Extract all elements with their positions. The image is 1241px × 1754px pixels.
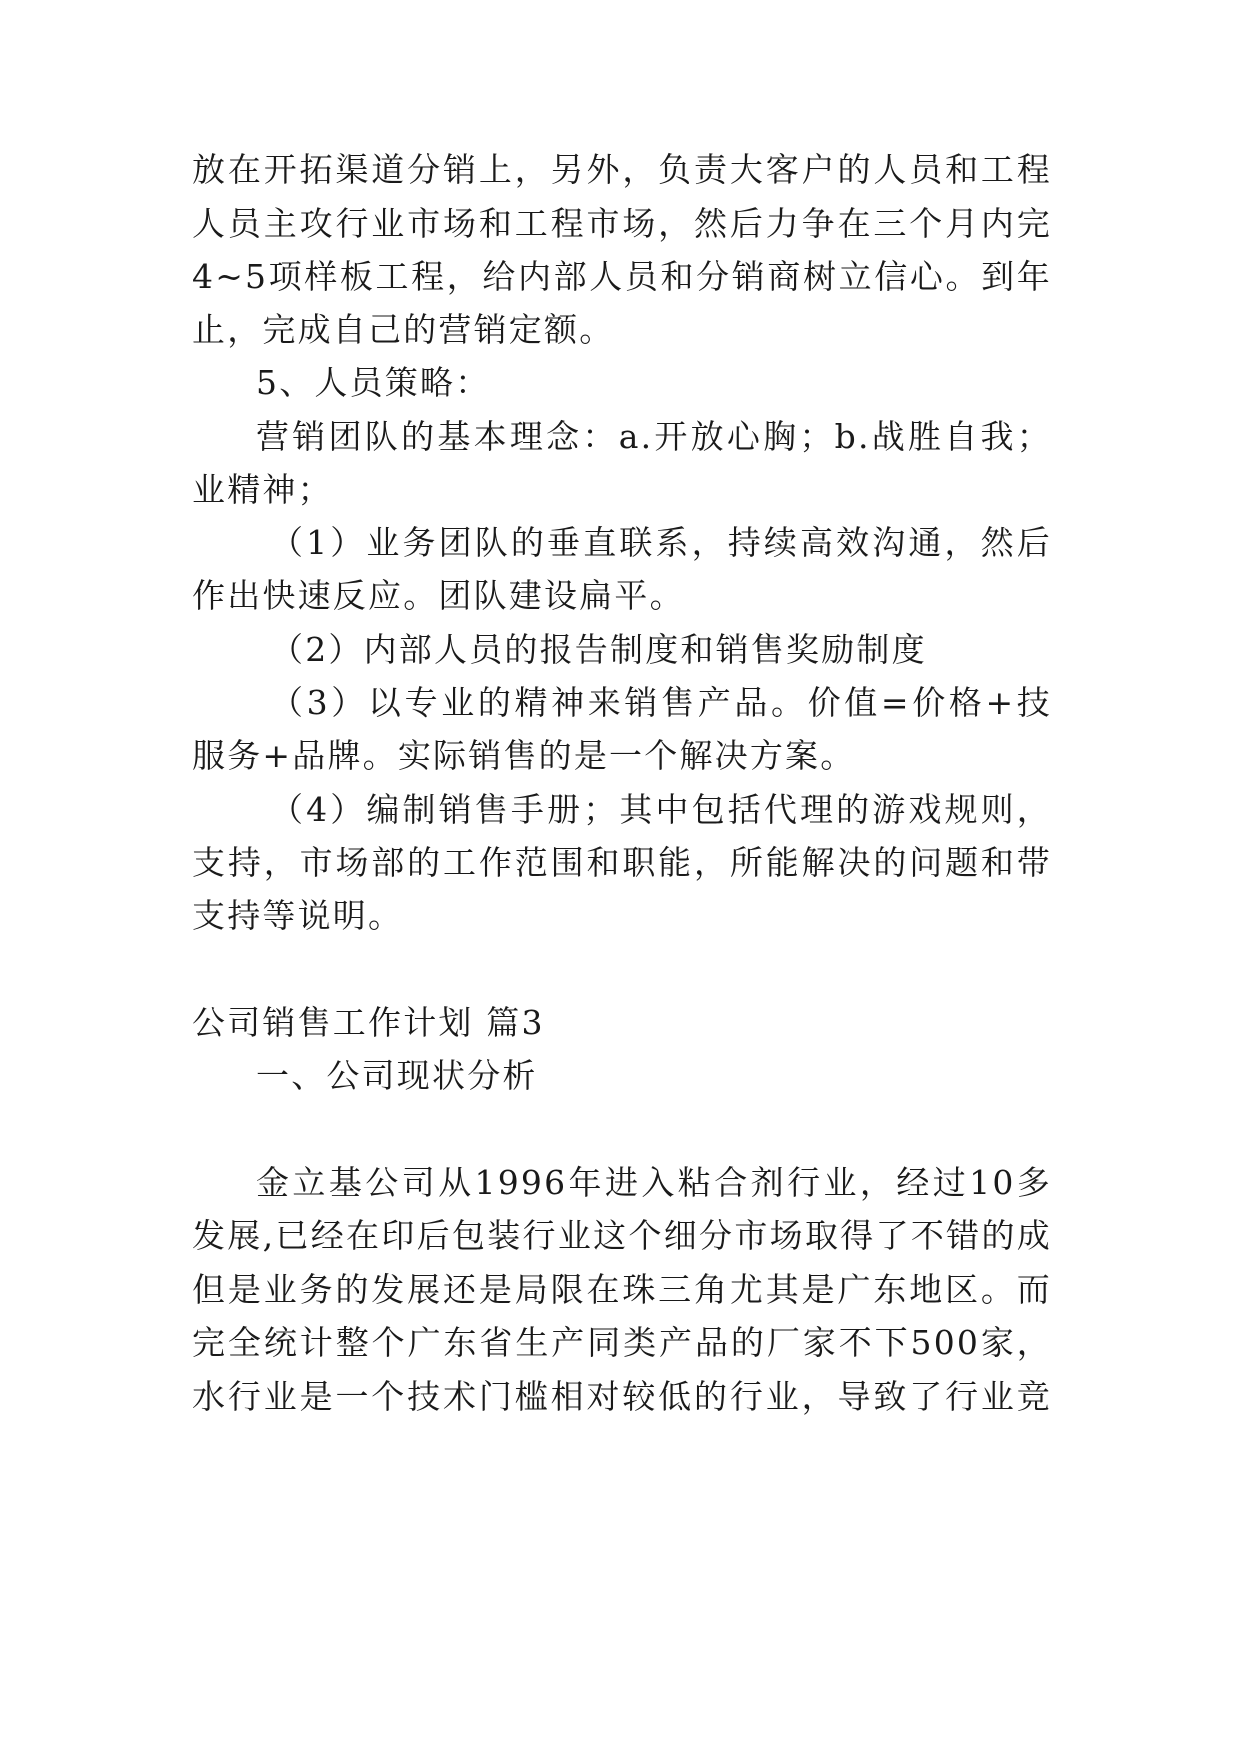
list-item-line: （3）以专业的精神来销售产品。价值=价格+技 <box>270 683 1052 722</box>
paragraph-line: 发展,已经在印后包装行业这个细分市场取得了不错的成 <box>192 1216 1052 1255</box>
paragraph-line: 营销团队的基本理念：a.开放心胸；b.战胜自我； <box>256 417 1052 456</box>
section-heading: 5、人员策略： <box>256 363 491 402</box>
paragraph-line: 业精神； <box>192 470 333 509</box>
subheading: 一、公司现状分析 <box>256 1056 538 1095</box>
section-title: 公司销售工作计划 篇3 <box>192 1003 545 1042</box>
list-item-line: （4）编制销售手册；其中包括代理的游戏规则， <box>270 790 1052 829</box>
paragraph-line: 但是业务的发展还是局限在珠三角尤其是广东地区。而 <box>192 1270 1052 1309</box>
paragraph-line: 水行业是一个技术门槛相对较低的行业，导致了行业竞 <box>192 1377 1052 1416</box>
paragraph-line: 止，完成自己的营销定额。 <box>192 310 615 349</box>
list-item-line: （2）内部人员的报告制度和销售奖励制度 <box>270 630 927 669</box>
paragraph-line: 4~5项样板工程，给内部人员和分销商树立信心。到年 <box>192 257 1052 296</box>
list-item-line: 支持，市场部的工作范围和职能，所能解决的问题和带 <box>192 843 1052 882</box>
list-item-line: 作出快速反应。团队建设扁平。 <box>192 576 685 615</box>
paragraph-line: 完全统计整个广东省生产同类产品的厂家不下500家， <box>192 1323 1052 1362</box>
list-item-line: 支持等说明。 <box>192 896 404 935</box>
paragraph-line: 金立基公司从1996年进入粘合剂行业，经过10多 <box>256 1163 1052 1202</box>
list-item-line: 服务+品牌。实际销售的是一个解决方案。 <box>192 736 856 775</box>
list-item-line: （1）业务团队的垂直联系，持续高效沟通，然后 <box>270 523 1052 562</box>
paragraph-line: 放在开拓渠道分销上，另外，负责大客户的人员和工程 <box>192 150 1052 189</box>
paragraph-line: 人员主攻行业市场和工程市场，然后力争在三个月内完 <box>192 204 1052 243</box>
